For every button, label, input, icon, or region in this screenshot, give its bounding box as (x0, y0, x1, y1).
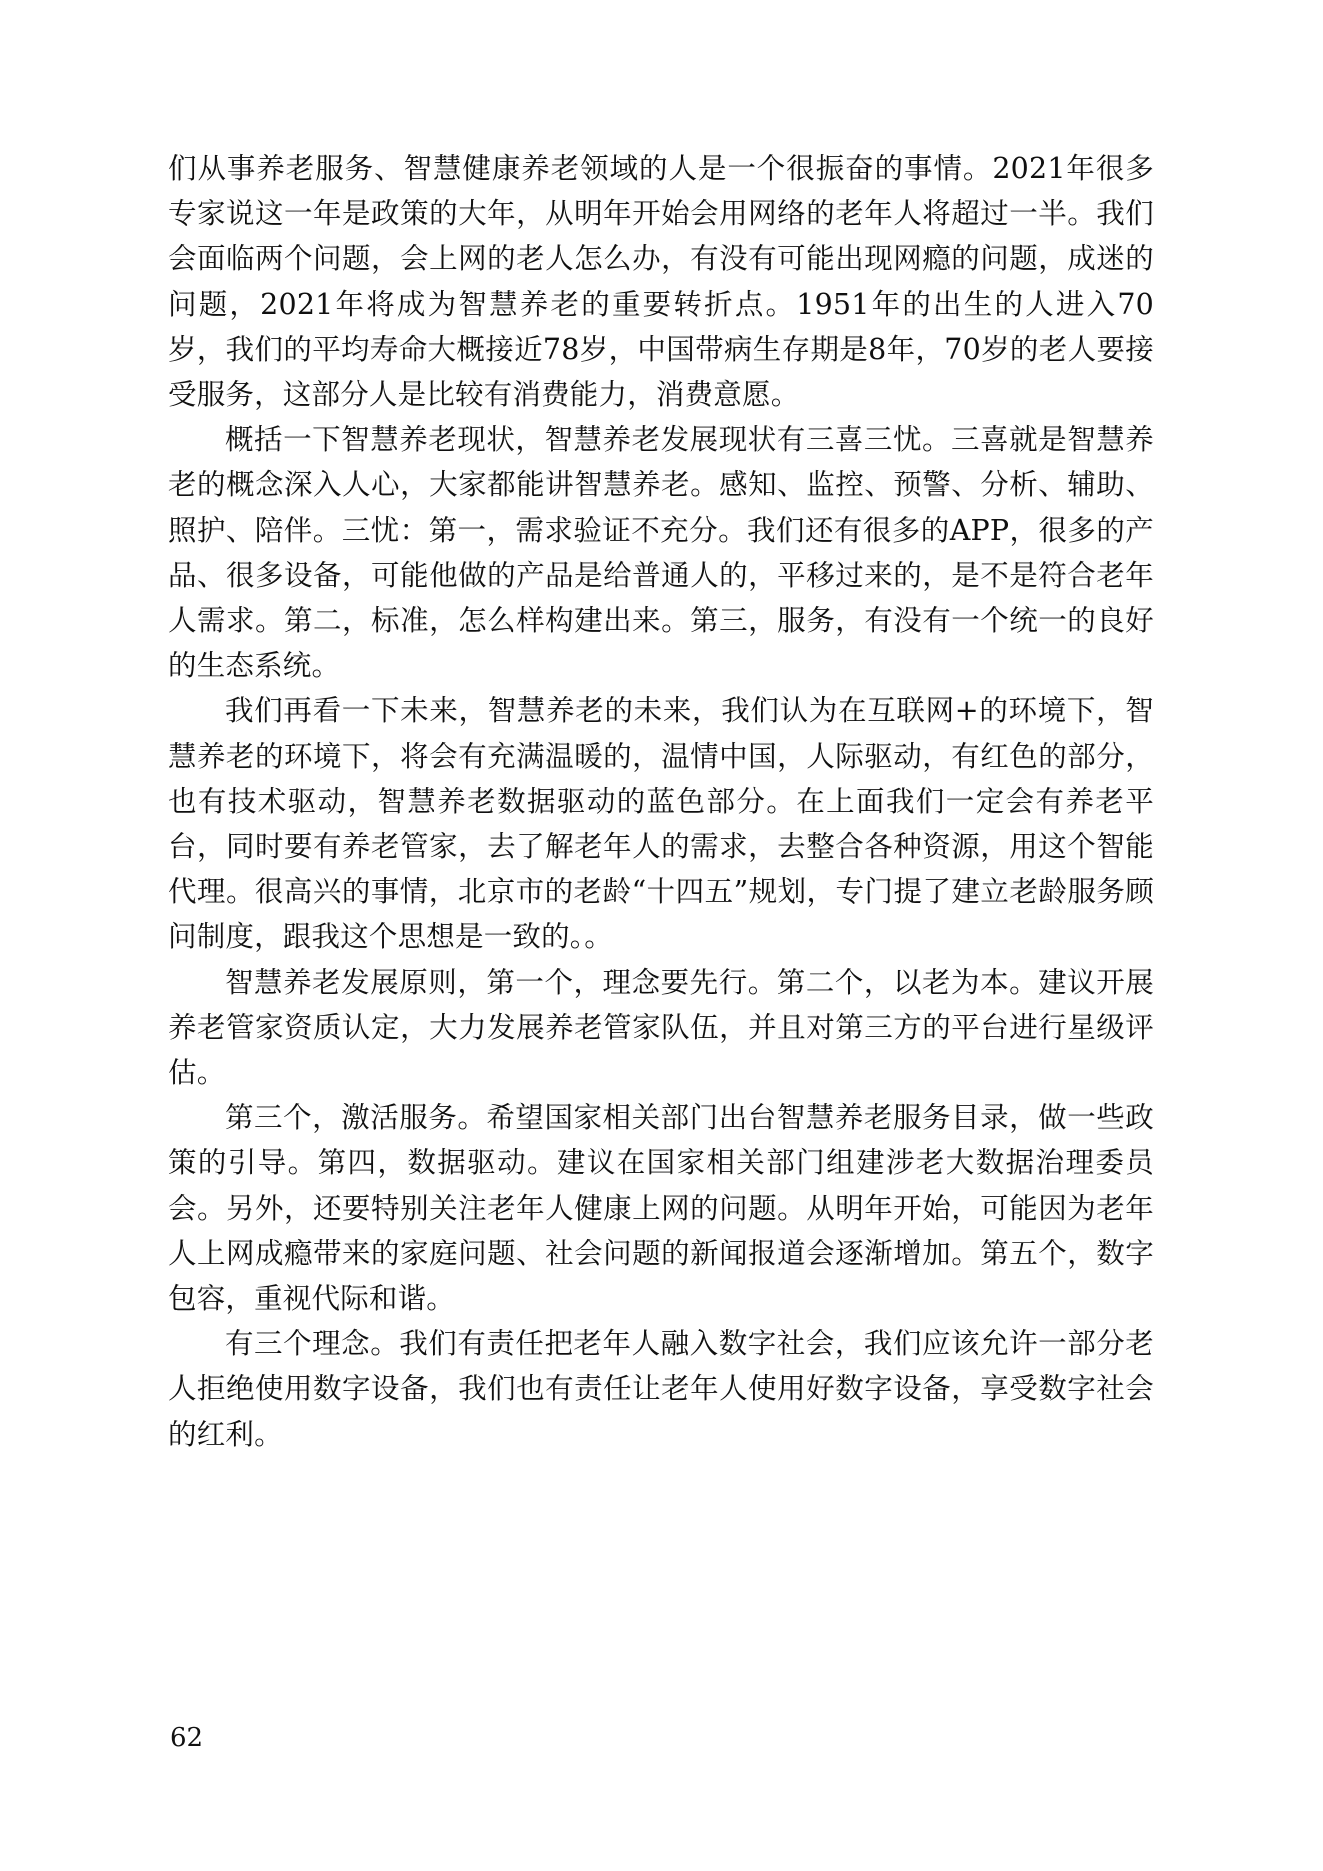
paragraph: 们从事养老服务、智慧健康养老领域的人是一个很振奋的事情。2021年很多专家说这一年是政策的大年，从明年开始会用网络的老年人将超过一半。我们会面临两个问题，会上网的老人怎么办，有没有可能出现网瘾的问题，成迷的问题，2021年将成为智慧养老的重要转折点。1951年的出生的人进入70岁，我们的平均寿命大概接近78岁，中国带病生存期是8年，70岁的老人要接受服务，这部分人是比较有消费能力，消费意愿。 (168, 152, 1154, 412)
body-text-column (168, 146, 1154, 1457)
paragraph: 我们再看一下未来，智慧养老的未来，我们认为在互联网+的环境下，智慧养老的环境下，将会有充满温暖的，温情中国，人际驱动，有红色的部分，也有技术驱动，智慧养老数据驱动的蓝色部分。在上面我们一定会有养老平台，同时要有养老管家，去了解老年人的需求，去整合各种资源，用这个智能代理。很高兴的事情，北京市的老龄“十四五”规划，专门提了建立老龄服务顾问制度，跟我这个思想是一致的。。 (168, 694, 1154, 954)
paragraph: 智慧养老发展原则，第一个，理念要先行。第二个，以老为本。建议开展养老管家资质认定，大力发展养老管家队伍，并且对第三方的平台进行星级评估。 (168, 965, 1154, 1090)
paragraph: 概括一下智慧养老现状，智慧养老发展现状有三喜三忧。三喜就是智慧养老的概念深入人心，大家都能讲智慧养老。感知、监控、预警、分析、辅助、照护、陪伴。三忧：第一，需求验证不充分。我们还有很多的APP，很多的产品、很多设备，可能他做的产品是给普通人的，平移过来的，是不是符合老年人需求。第二，标准，怎么样构建出来。第三，服务，有没有一个统一的良好的生态系统。 (168, 423, 1154, 683)
paragraph: 第三个，激活服务。希望国家相关部门出台智慧养老服务目录，做一些政策的引导。第四，数据驱动。建议在国家相关部门组建涉老大数据治理委员会。另外，还要特别关注老年人健康上网的问题。从明年开始，可能因为老年人上网成瘾带来的家庭问题、社会问题的新闻报道会逐渐增加。第五个，数字包容，重视代际和谐。 (168, 1101, 1154, 1316)
page-number: 62 (170, 1723, 204, 1753)
paragraph: 有三个理念。我们有责任把老年人融入数字社会，我们应该允许一部分老人拒绝使用数字设备，我们也有责任让老年人使用好数字设备，享受数字社会的红利。 (168, 1327, 1154, 1451)
